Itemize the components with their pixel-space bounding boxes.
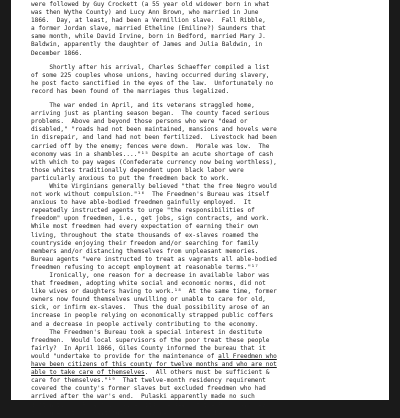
text-line: owners now found themselves unwilling or unable to care for old,: [31, 296, 266, 304]
text-line: record has been found of the marriages thus legalized.: [31, 87, 230, 95]
text-line: anxious to have able-bodied freedmen gainfully employed. It: [31, 199, 252, 207]
text-line: [31, 353, 371, 361]
text-line: arriving just as planting season began. The county faced serious: [31, 110, 270, 118]
text-line: Shortly after his arrival, Charles Schaeffer compiled a list: [31, 63, 270, 71]
text-line: and a decrease in people actively contributing to the economy.: [31, 320, 259, 328]
text-line: the bureau that "destitute colored persons" would be provided for: [31, 409, 270, 417]
text-line: with which to pay wages (Confederate currency now being worthless),: [31, 158, 277, 166]
text-line: [31, 361, 371, 369]
paragraph-6: [31, 329, 371, 418]
text-line: living, throughout the state thousands of ex-slaves roamed the: [31, 231, 259, 239]
text-line: Baldwin, apparently the daughter of James and Julia Baldwin, in: [31, 41, 263, 49]
text-line: arrived after the war's end. Pulaski apparently made no such: [31, 393, 255, 401]
text-line: White Virginians generally believed "that the free Negro would: [31, 182, 277, 190]
text-line: particularly anxious to put the freedmen back to work.: [31, 174, 230, 182]
text-line: freedom" upon freedmen, i.e., get jobs, sign contracts, and work.: [31, 215, 270, 223]
text-line: same month, while David Irvine, born in Bedford, married Mary J.: [31, 33, 266, 41]
line-text: would "undertake to provide for the maintenance of: [31, 352, 219, 360]
document-text: [31, 1, 371, 418]
text-line: members and/or distancing themselves from unpleasant memories.: [31, 247, 259, 255]
text-line: increase in people relying on economically strapped public coffers: [31, 312, 274, 320]
text-line: disabled," "roads had not been maintained, mansions and hovels were: [31, 126, 277, 134]
text-line: not work without compulsion."¹⁶ The Freedmen's Bureau was itself: [31, 191, 270, 199]
paragraph-5: [31, 272, 371, 329]
text-line: like wives or daughters having to work.¹⁸ At the same time, former: [31, 288, 277, 296]
paragraph-3: [31, 102, 371, 183]
underlined-text: able to take care of themselves: [31, 369, 145, 377]
document-page: [11, 0, 389, 417]
text-line: Ironically, one reason for a decrease in available labor was: [31, 272, 270, 279]
text-line: problems. Above and beyond those persons who were "dead or: [31, 118, 248, 126]
text-line: of some 225 couples whose unions, having occurred during slavery,: [31, 71, 270, 79]
text-line: The Freedmen's Bureau took a special interest in destitute: [31, 328, 263, 336]
underlined-text: all Freedmen who: [218, 352, 277, 360]
paragraph-1: [31, 1, 371, 58]
text-line: was then Wythe County) and Lucy Ann Brown, who married in June: [31, 9, 259, 17]
text-line: Bureau agents "were instructed to treat as vagrants all able-bodied: [31, 255, 277, 263]
text-line: economy was in a shambles...."¹⁵ Despite an acute shortage of cash: [31, 150, 274, 158]
text-line: those whites traditionally dependent upon black labor were: [31, 166, 244, 174]
text-line: repeatedly instructed agents to urge "the responsibilities of: [31, 207, 255, 215]
text-line: fairly? In April 1866, Giles County informed the bureau that it: [31, 344, 266, 352]
line-text: . All others must be sufficient &: [144, 369, 270, 377]
text-line: carried off by the enemy; fences were down. Morale was low. The: [31, 142, 270, 150]
text-line: 1866. Day, at least, had been a Vermillion slave. Fall Ribble,: [31, 17, 266, 25]
text-line: [31, 369, 371, 377]
text-line: he post facto sanctified in the eyes of the law. Unfortunately no: [31, 79, 274, 87]
text-line: December 1866.: [31, 49, 83, 57]
text-line: freedmen refusing to accept employment at reasonable terms."¹⁷: [31, 263, 259, 271]
paragraph-4: [31, 183, 371, 272]
paragraph-2: [31, 64, 371, 96]
underlined-text: have been citizens of this county for twelve months and who are not: [31, 361, 277, 369]
text-line: sick, or infirm ex-slaves. Thus the dual possibility arose of an: [31, 304, 270, 312]
text-line: a former Jordan slave, married Etheline (Emiline?) Saunders that: [31, 25, 266, 33]
text-line: care for themselves."¹⁹ That twelve-month residency requirement: [31, 377, 266, 385]
text-line: freedmen. Would local supervisors of the poor treat these people: [31, 336, 270, 344]
text-line: in disrepair, and land had not been fertilized. Livestock had been: [31, 134, 277, 142]
text-line: that freedmen, adopting white social and economic norms, did not: [31, 280, 266, 288]
text-line: countryside enjoying their freedom and/or searching for family: [31, 239, 259, 247]
text-line: The war ended in April, and its veterans straggled home,: [31, 102, 255, 110]
text-line: distinction. Robert Woolwine, its Overseer of the Poor, assured: [31, 401, 266, 409]
text-line: While most freedmen had every expectation of earning their own: [31, 223, 259, 231]
text-line: were followed by Guy Crockett (a 55 year old widower born in what: [31, 1, 270, 8]
text-line: covered the county's former slaves but excluded freedmen who had: [31, 385, 266, 393]
